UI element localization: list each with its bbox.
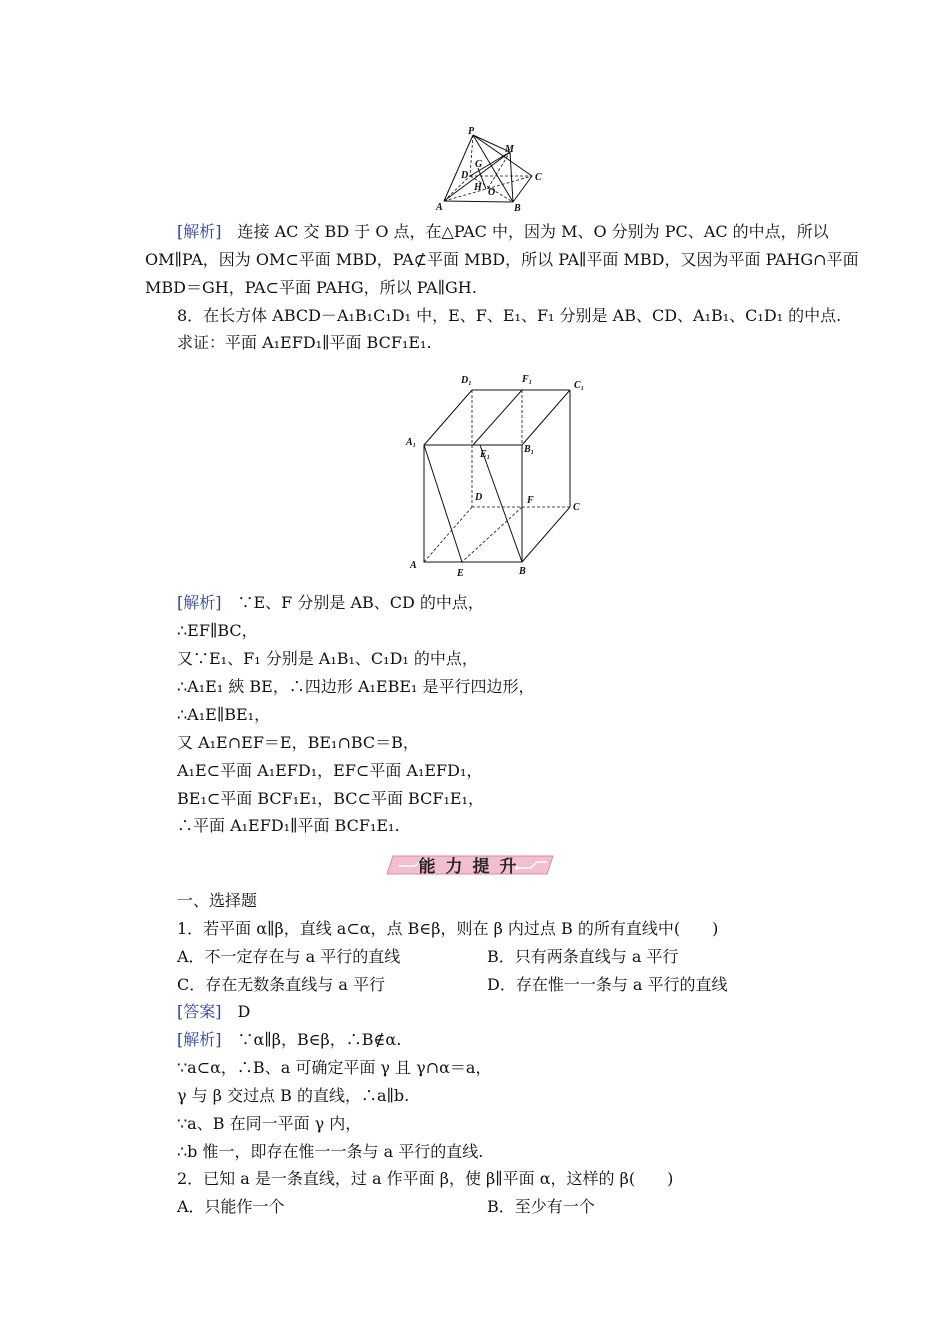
label-a: A (436, 202, 443, 213)
solution8-line: ∴A₁E∥BE₁， (177, 705, 271, 724)
answer-value: D (221, 1002, 251, 1021)
label-c: C (535, 172, 542, 183)
label-o: O (488, 187, 496, 198)
solution8-line: ∴平面 A₁EFD₁∥平面 BCF₁E₁. (177, 816, 400, 835)
q1-option-b: B．只有两条直线与 a 平行 (487, 947, 679, 966)
label-f1: F₁ (522, 374, 533, 385)
q2-option-b: B．至少有一个 (487, 1197, 595, 1216)
q1-stem: 1．若平面 α∥β，直线 a⊂α，点 B∈β，则在 β 内过点 B 的所有直线中( ) (177, 919, 719, 938)
q1-analysis-line: ∵a、B 在同一平面 γ 内， (177, 1114, 362, 1133)
q2-option-a: A．只能作一个 (177, 1197, 285, 1216)
solution7-line2: OM∥PA，因为 OM⊂平面 MBD，PA⊄平面 MBD，所以 PA∥平面 MBD，又因为平面 PAHG∩平面 (145, 250, 859, 269)
pyramid-figure (430, 126, 555, 214)
solution8-line: BE₁⊂平面 BCF₁E₁，BC⊂平面 BCF₁E₁， (177, 789, 484, 808)
label-d1: D₁ (461, 375, 472, 386)
q1-option-c: C．存在无数条直线与 a 平行 (177, 975, 385, 994)
label-m: M (505, 144, 514, 155)
label-f: F (527, 495, 534, 506)
q1-option-d: D．存在惟一一条与 a 平行的直线 (487, 975, 728, 994)
label-b1: B₁ (524, 444, 535, 455)
label-g: G (475, 159, 483, 170)
solution8-line: A₁E⊂平面 A₁EFD₁，EF⊂平面 A₁EFD₁， (177, 761, 483, 780)
solution8-line: 又 A₁E∩EF＝E，BE₁∩BC＝B， (177, 733, 419, 752)
section-title: 能力提升 (418, 857, 527, 877)
label-b: B (519, 566, 526, 577)
answer-tag: [答案] (177, 1002, 222, 1021)
q1-answer (177, 1001, 250, 1023)
analysis-tag: [解析] (177, 222, 222, 241)
label-p: P (468, 126, 475, 137)
q1-analysis-line: ∴b 惟一，即存在惟一一条与 a 平行的直线. (177, 1142, 484, 1161)
solution8-first-text: ∵E、F 分别是 AB、CD 的中点， (221, 593, 484, 612)
problem8-statement: 8．在长方体 ABCD－A₁B₁C₁D₁ 中，E、F、E₁、F₁ 分别是 AB、CD、A₁B₁、C₁D₁ 的中点. (177, 306, 842, 325)
cuboid-figure (400, 370, 600, 580)
label-c1: C₁ (574, 380, 585, 391)
label-e: E (457, 568, 464, 579)
q1-option-a: A．不一定存在与 a 平行的直线 (177, 947, 401, 966)
analysis-tag: [解析] (177, 593, 222, 612)
section-banner (385, 850, 560, 880)
label-a1: A₁ (406, 437, 417, 448)
solution7-line3: MBD＝GH，PA⊂平面 PAHG，所以 PA∥GH. (145, 278, 477, 297)
solution7-line1 (177, 221, 829, 243)
solution7-text1: 连接 AC 交 BD 于 O 点，在△PAC 中，因为 M、O 分别为 PC、AC 的中点，所以 (221, 222, 829, 241)
analysis-tag: [解析] (177, 1030, 222, 1049)
q2-stem: 2．已知 a 是一条直线，过 a 作平面 β，使 β∥平面 α，这样的 β( ) (177, 1169, 674, 1188)
label-d: D (475, 492, 483, 503)
solution8-line: ∴EF∥BC， (177, 621, 258, 640)
label-b: B (514, 203, 521, 214)
solution8-line: 又∵E₁、F₁ 分别是 A₁B₁、C₁D₁ 的中点， (177, 649, 478, 668)
problem8-prove: 求证：平面 A₁EFD₁∥平面 BCF₁E₁. (177, 333, 432, 352)
label-h: H (474, 182, 482, 193)
solution8-line: ∴A₁E₁ 綊 BE，∴四边形 A₁EBE₁ 是平行四边形， (177, 677, 535, 696)
solution8-first (177, 592, 484, 614)
label-c: C (573, 502, 580, 513)
analysis-first-text: ∵α∥β，B∈β，∴B∉α. (221, 1030, 402, 1049)
choice-heading: 一、选择题 (177, 891, 258, 910)
label-a: A (410, 560, 417, 571)
q1-analysis-first (177, 1029, 401, 1051)
label-e1: E₁ (480, 449, 491, 460)
q1-analysis-line: γ 与 β 交过点 B 的直线，∴a∥b. (177, 1086, 410, 1105)
q1-analysis-line: ∵a⊂α，∴B、a 可确定平面 γ 且 γ∩α＝a， (177, 1058, 492, 1077)
label-d: D (461, 170, 469, 181)
